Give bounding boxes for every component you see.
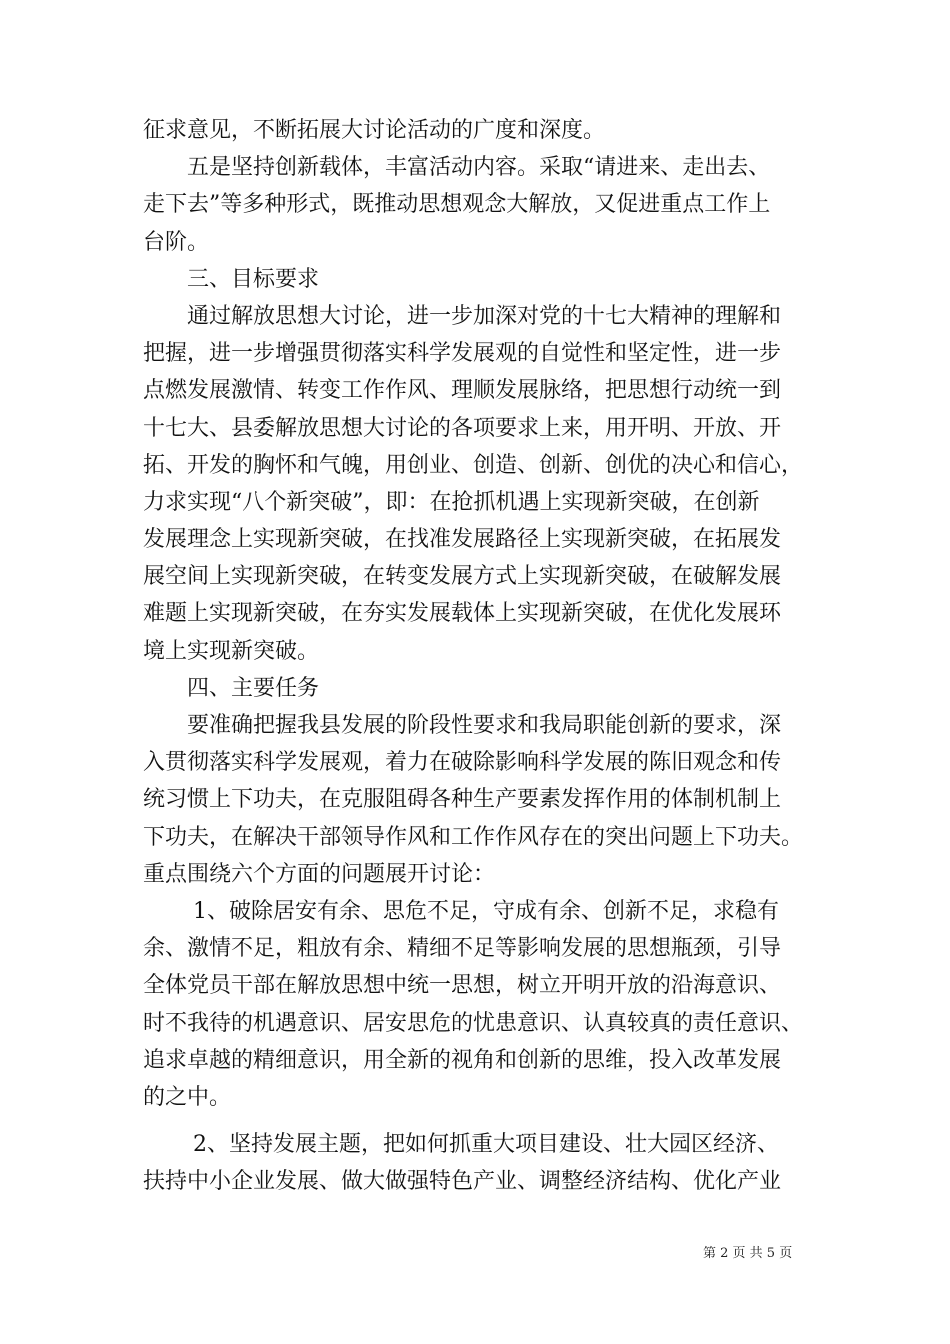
text-line: 点燃发展激情、转变工作作风、理顺发展脉络，把思想行动统一到 <box>143 378 782 404</box>
section-heading: 四、主要任务 <box>187 675 320 701</box>
text-line: 重点围绕六个方面的问题展开讨论： <box>143 861 496 887</box>
text-line: 发展理念上实现新突破，在找准发展路径上实现新突破，在拓展发 <box>143 527 782 553</box>
text-line: 征求意见，不断拓展大讨论活动的广度和深度。 <box>143 118 606 143</box>
text-line: 台阶。 <box>143 229 210 255</box>
text-line: 下功夫，在解决干部领导作风和工作作风存在的突出问题上下功夫。 <box>143 824 804 850</box>
text-line: 全体党员干部在解放思想中统一思想，树立开明开放的沿海意识、 <box>143 973 782 999</box>
text-line: 追求卓越的精细意识，用全新的视角和创新的思维，投入改革发展 <box>143 1047 782 1073</box>
text-line: 五是坚持创新载体，丰富活动内容。采取“请进来、走出去、 <box>187 155 771 181</box>
text-line: 扶持中小企业发展、做大做强特色产业、调整经济结构、优化产业 <box>143 1169 782 1195</box>
text-line: 把握，进一步增强贯彻落实科学发展观的自觉性和坚定性，进一步 <box>143 341 782 367</box>
paragraph-gap <box>143 1116 815 1126</box>
text-line: 的之中。 <box>143 1084 232 1110</box>
text-line: 力求实现“八个新突破”，即：在抢抓机遇上实现新突破，在创新 <box>143 489 760 515</box>
text-line: 余、激情不足，粗放有余、精细不足等影响发展的思想瓶颈，引导 <box>143 936 782 962</box>
text-line: 入贯彻落实科学发展观，着力在破除影响科学发展的陈旧观念和传 <box>143 750 782 776</box>
text-line: 展空间上实现新突破，在转变发展方式上实现新突破，在破解发展 <box>143 564 782 590</box>
text-line: 难题上实现新突破，在夯实发展载体上实现新突破，在优化发展环 <box>143 601 782 627</box>
text-line: 时不我待的机遇意识、居安思危的忧患意识、认真较真的责任意识、 <box>143 1010 804 1036</box>
text-line: 拓、开发的胸怀和气魄，用创业、创造、创新、创优的决心和信心， <box>143 452 804 478</box>
text-line: 境上实现新突破。 <box>143 638 320 664</box>
page-number: 第 2 页 共 5 页 <box>703 1246 793 1261</box>
text-line: 统习惯上下功夫，在克服阻碍各种生产要素发挥作用的体制机制上 <box>143 787 782 813</box>
document-body <box>143 112 815 1200</box>
text-line: 1、破除居安有余、思危不足，守成有余、创新不足，求稳有 <box>193 898 779 924</box>
text-line: 要准确把握我县发展的阶段性要求和我局职能创新的要求，深 <box>187 713 782 738</box>
section-heading: 三、目标要求 <box>187 266 320 292</box>
text-line: 走下去”等多种形式，既推动思想观念大解放，又促进重点工作上 <box>143 192 771 218</box>
text-line: 2、坚持发展主题，把如何抓重大项目建设、壮大园区经济、 <box>193 1132 779 1158</box>
text-line: 通过解放思想大讨论，进一步加深对党的十七大精神的理解和 <box>187 303 782 329</box>
text-line: 十七大、县委解放思想大讨论的各项要求上来，用开明、开放、开 <box>143 415 782 441</box>
